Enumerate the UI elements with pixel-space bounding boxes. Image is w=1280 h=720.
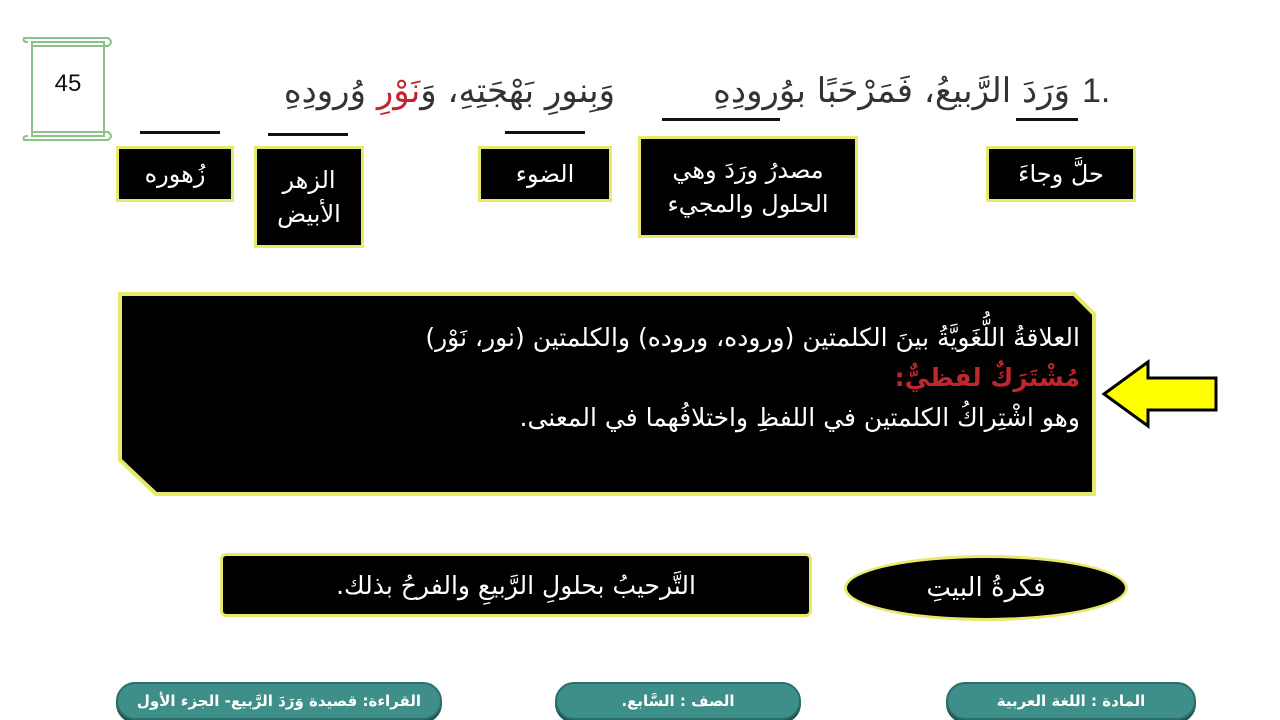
idea-text-box: التَّرحيبُ بحلولِ الرَّبيعِ والفرحُ بذلك. — [220, 553, 812, 617]
underline-wurudih-2 — [140, 131, 220, 134]
gloss-zuhuruh: زُهوره — [116, 146, 234, 202]
verse-right-hemistich: وَرَدَ الرَّبيعُ، فَمَرْحَبًا بوُرودِهِ — [713, 71, 1070, 111]
gloss-halla-wa-jaa: حلَّ وجاءَ — [986, 146, 1136, 202]
explanation-text — [150, 318, 1080, 438]
verse-highlight-word: نَوْرِ — [376, 71, 421, 111]
explanation-line-3: وهو اشْتِراكُ الكلمتين في اللفظِ واختلافُهما في المعنى. — [519, 403, 1080, 432]
page-number: 45 — [54, 70, 82, 97]
verse-left-text: وَبِنورِ بَهْجَتِهِ، وَ — [420, 71, 615, 111]
footer-grade-tag: الصف : السَّابع. — [555, 682, 801, 720]
footer-subject-tag: المادة : اللغة العربية — [946, 682, 1196, 720]
verse-left-hemistich — [175, 66, 615, 116]
footer-lesson-tag: القراءة: قصيدة وَرَدَ الرَّبيع- الجزء الأول — [116, 682, 442, 720]
left-arrow-icon — [1100, 358, 1222, 430]
underline-nawr — [268, 133, 348, 136]
underline-nur — [505, 131, 585, 134]
gloss-white-flower: الزهر الأبيض — [254, 146, 364, 248]
verse-left-text-end: وُرودِهِ — [283, 71, 377, 111]
gloss-masdar-warada: مصدرُ ورَدَ وهي الحلول والمجيء — [638, 136, 858, 238]
gloss-light: الضوء — [478, 146, 612, 202]
explanation-term: مُشْتَرَكٌ لفظيٌّ: — [894, 363, 1080, 392]
idea-label: فكرةُ البيتِ — [844, 555, 1128, 621]
underline-wurudih-1 — [662, 118, 780, 121]
verse-number: 1. — [1082, 72, 1111, 110]
underline-warada — [1016, 118, 1078, 121]
explanation-line-1: العلاقةُ اللُّغَويَّةُ بينَ الكلمتين (وروده، وروده) والكلمتين (نور، نَوْر) — [425, 323, 1080, 352]
